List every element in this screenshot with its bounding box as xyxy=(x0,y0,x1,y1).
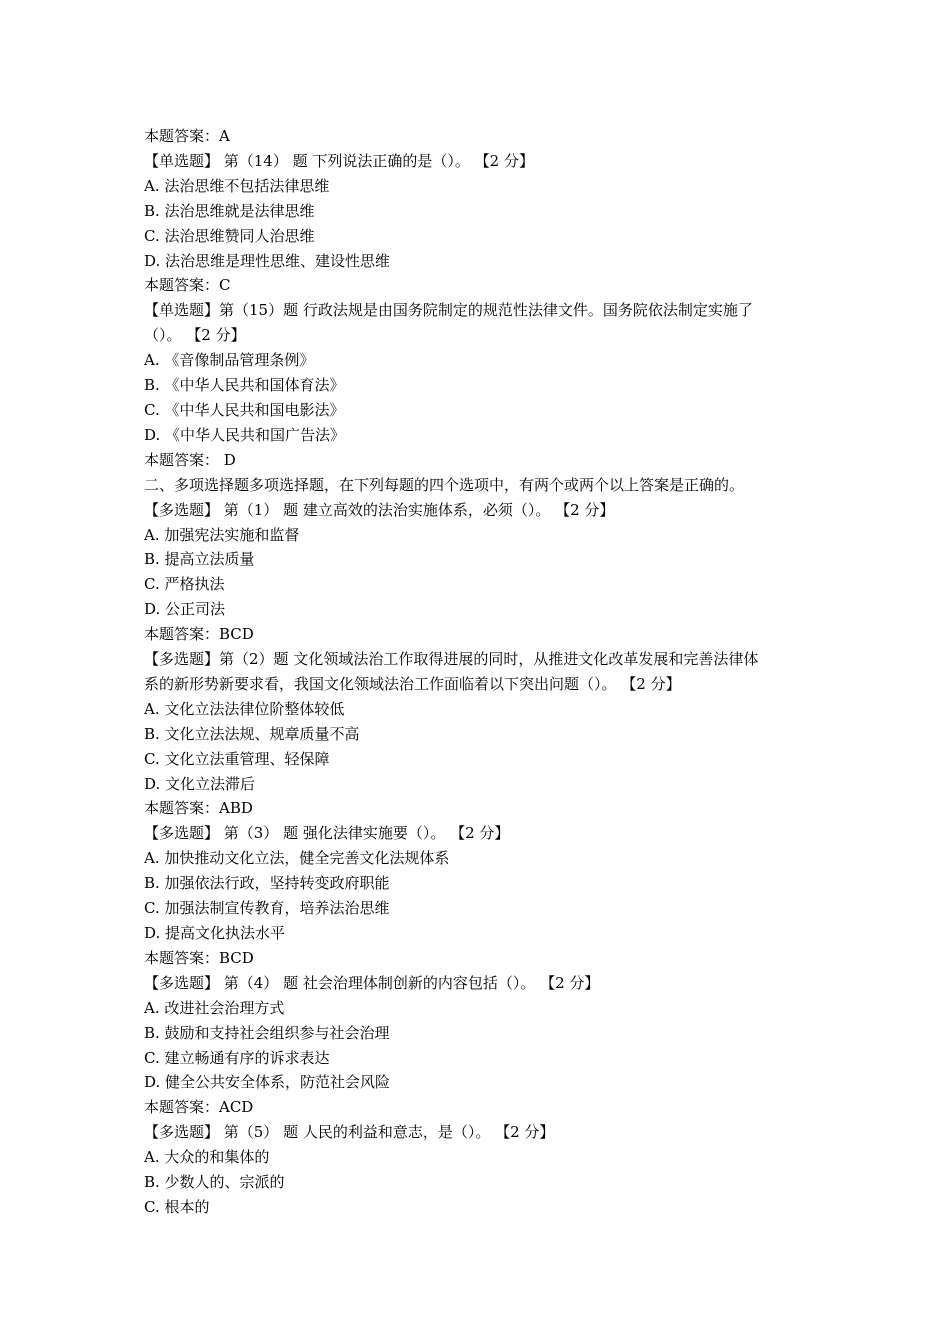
question-line: 【多选题】 第（3） 题 强化法律实施要（）。 【2 分】 xyxy=(144,824,510,843)
option-line: A. 加强宪法实施和监督 xyxy=(144,525,300,544)
option-line: D. 公正司法 xyxy=(144,600,226,619)
option-line: C. 法治思维赞同人治思维 xyxy=(144,226,315,245)
option-line: B. 文化立法法规、规章质量不高 xyxy=(144,724,360,743)
option-line: B. 少数人的、宗派的 xyxy=(144,1173,285,1192)
question-line: 【多选题】 第（5） 题 人民的利益和意志，是（）。 【2 分】 xyxy=(144,1123,555,1142)
option-line: D. 法治思维是理性思维、建设性思维 xyxy=(144,251,391,270)
question-line-continued: 系的新形势新要求看，我国文化领域法治工作面临着以下突出问题（）。 【2 分】 xyxy=(144,674,681,693)
answer-line: 本题答案：A xyxy=(144,127,230,145)
option-line: C. 《中华人民共和国电影法》 xyxy=(144,400,345,419)
answer-line: 本题答案：ACD xyxy=(144,1098,254,1117)
option-line: A. 改进社会治理方式 xyxy=(144,998,285,1017)
section-heading: 二、多项选择题多项选择题，在下列每题的四个选项中，有两个或两个以上答案是正确的。 xyxy=(144,475,745,494)
option-line: B. 《中华人民共和国体育法》 xyxy=(144,376,345,395)
option-line: A. 加快推动文化立法，健全完善文化法规体系 xyxy=(144,849,450,868)
document-body xyxy=(144,124,816,1220)
option-line: C. 根本的 xyxy=(144,1197,210,1216)
answer-line: 本题答案：C xyxy=(144,276,231,295)
option-line: C. 加强法制宣传教育，培养法治思维 xyxy=(144,899,390,918)
question-line: 【单选题】第（15）题 行政法规是由国务院制定的规范性法律文件。国务院依法制定实施了 xyxy=(144,301,753,320)
option-line: A. 法治思维不包括法律思维 xyxy=(144,176,330,195)
option-line: D. 健全公共安全体系，防范社会风险 xyxy=(144,1073,391,1092)
answer-line: 本题答案：ABD xyxy=(144,799,253,818)
option-line: C. 严格执法 xyxy=(144,575,225,594)
question-line: 【多选题】第（2）题 文化领域法治工作取得进展的同时，从推进文化改革发展和完善法律体 xyxy=(144,650,759,669)
option-line: A. 大众的和集体的 xyxy=(144,1148,270,1167)
option-line: D. 提高文化执法水平 xyxy=(144,924,286,942)
option-line: B. 法治思维就是法律思维 xyxy=(144,201,315,220)
question-line: 【多选题】 第（1） 题 建立高效的法治实施体系，必须（）。 【2 分】 xyxy=(144,500,615,519)
question-line-continued: （）。 【2 分】 xyxy=(144,326,246,345)
answer-line: 本题答案：BCD xyxy=(144,625,254,644)
question-line: 【多选题】 第（4） 题 社会治理体制创新的内容包括（）。 【2 分】 xyxy=(144,973,600,992)
question-line: 【单选题】 第（14） 题 下列说法正确的是（）。 【2 分】 xyxy=(144,151,534,170)
option-line: C. 文化立法重管理、轻保障 xyxy=(144,749,330,768)
answer-line: 本题答案：BCD xyxy=(144,948,254,967)
option-line: B. 加强依法行政，坚持转变政府职能 xyxy=(144,874,390,893)
option-line: D. 文化立法滞后 xyxy=(144,774,256,793)
option-line: A. 文化立法法律位阶整体较低 xyxy=(144,699,345,718)
option-line: B. 提高立法质量 xyxy=(144,550,255,569)
option-line: D. 《中华人民共和国广告法》 xyxy=(144,425,346,444)
option-line: B. 鼓励和支持社会组织参与社会治理 xyxy=(144,1023,390,1042)
option-line: A. 《音像制品管理条例》 xyxy=(144,351,315,370)
answer-line: 本题答案： D xyxy=(144,450,236,469)
option-line: C. 建立畅通有序的诉求表达 xyxy=(144,1048,330,1067)
